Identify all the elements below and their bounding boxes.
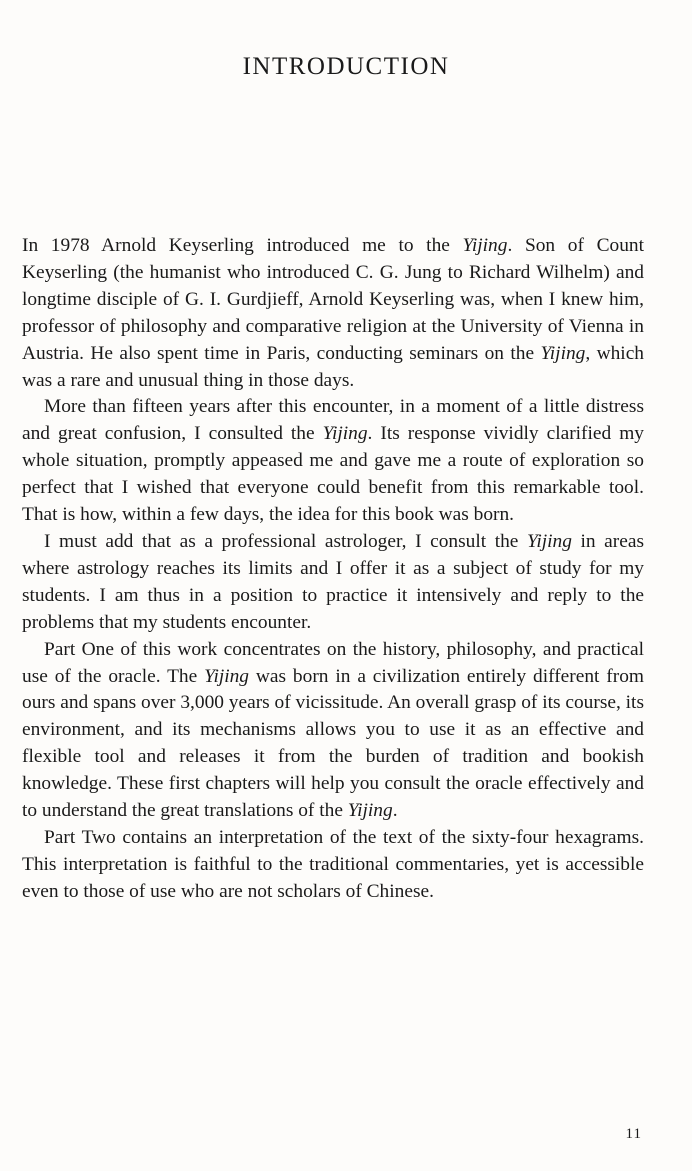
text-run: In 1978 Arnold Keyserling introduced me to the xyxy=(22,235,463,256)
italic-title-run: Yijing xyxy=(462,235,508,256)
text-run: Part One of this work concentrates on the history, philosophy, and practical use of the oracle. The xyxy=(22,638,644,687)
italic-title-run: Yijing xyxy=(527,530,572,552)
paragraph-2 xyxy=(22,394,644,529)
paragraph-1 xyxy=(22,233,644,394)
text-run: More than fifteen years after this encounter, in a moment of a little distress and great confusion, I consulted the xyxy=(22,396,644,445)
text-run: I must add that as a professional astrologer, I consult the xyxy=(44,530,527,552)
text-run: . Son of Count Keyserling (the humanist who introduced C. G. Jung to Richard Wilhelm) and longtime disciple of G. I. Gurdjieff, Arnold Keyserling was, when I knew him, professor of philosophy and comparative religion at the University of Vienna in Austria. He also spent time in Paris, conducting seminars on the xyxy=(22,235,644,364)
text-run: was born in a civilization entirely different from ours and spans over 3,000 years of vicissitude. An overall grasp of its course, its environment, and its mechanisms allows you to use it as an effective and flexible tool and releases it from the burden of tradition and bookish knowledge. These first chapters will help you consult the oracle effectively and to understand the great translations of the xyxy=(22,665,644,822)
italic-title-run: Yijing xyxy=(204,665,250,687)
paragraph-3 xyxy=(22,529,644,637)
text-run: . xyxy=(392,800,398,822)
text-run: . Its response vividly clarified my whole situation, promptly appeased me and gave me a route of exploration so perfect that I wished that everyone could benefit from this remarkable tool. That is how, within a few days, the idea for this book was born. xyxy=(22,423,644,526)
italic-title-run: Yijing xyxy=(347,800,393,822)
page-number: 11 xyxy=(625,1126,642,1142)
chapter-title: INTRODUCTION xyxy=(242,53,450,80)
paragraph-5 xyxy=(22,825,644,906)
text-run: , which was a rare and unusual thing in those days. xyxy=(22,342,644,391)
text-run: in areas where astrology reaches its limits and I offer it as a subject of study for my students. I am thus in a position to practice it intensively and reply to the problems that my students encounter. xyxy=(22,530,644,633)
paragraph-4 xyxy=(22,637,644,825)
italic-title-run: Yijing xyxy=(322,423,368,445)
body-text xyxy=(22,233,644,906)
italic-title-run: Yijing xyxy=(540,342,586,364)
text-run: Part Two contains an interpretation of the text of the sixty-four hexagrams. This interpretation is faithful to the traditional commentaries, yet is accessible even to those of use who are not scholars of Chinese. xyxy=(22,826,644,902)
